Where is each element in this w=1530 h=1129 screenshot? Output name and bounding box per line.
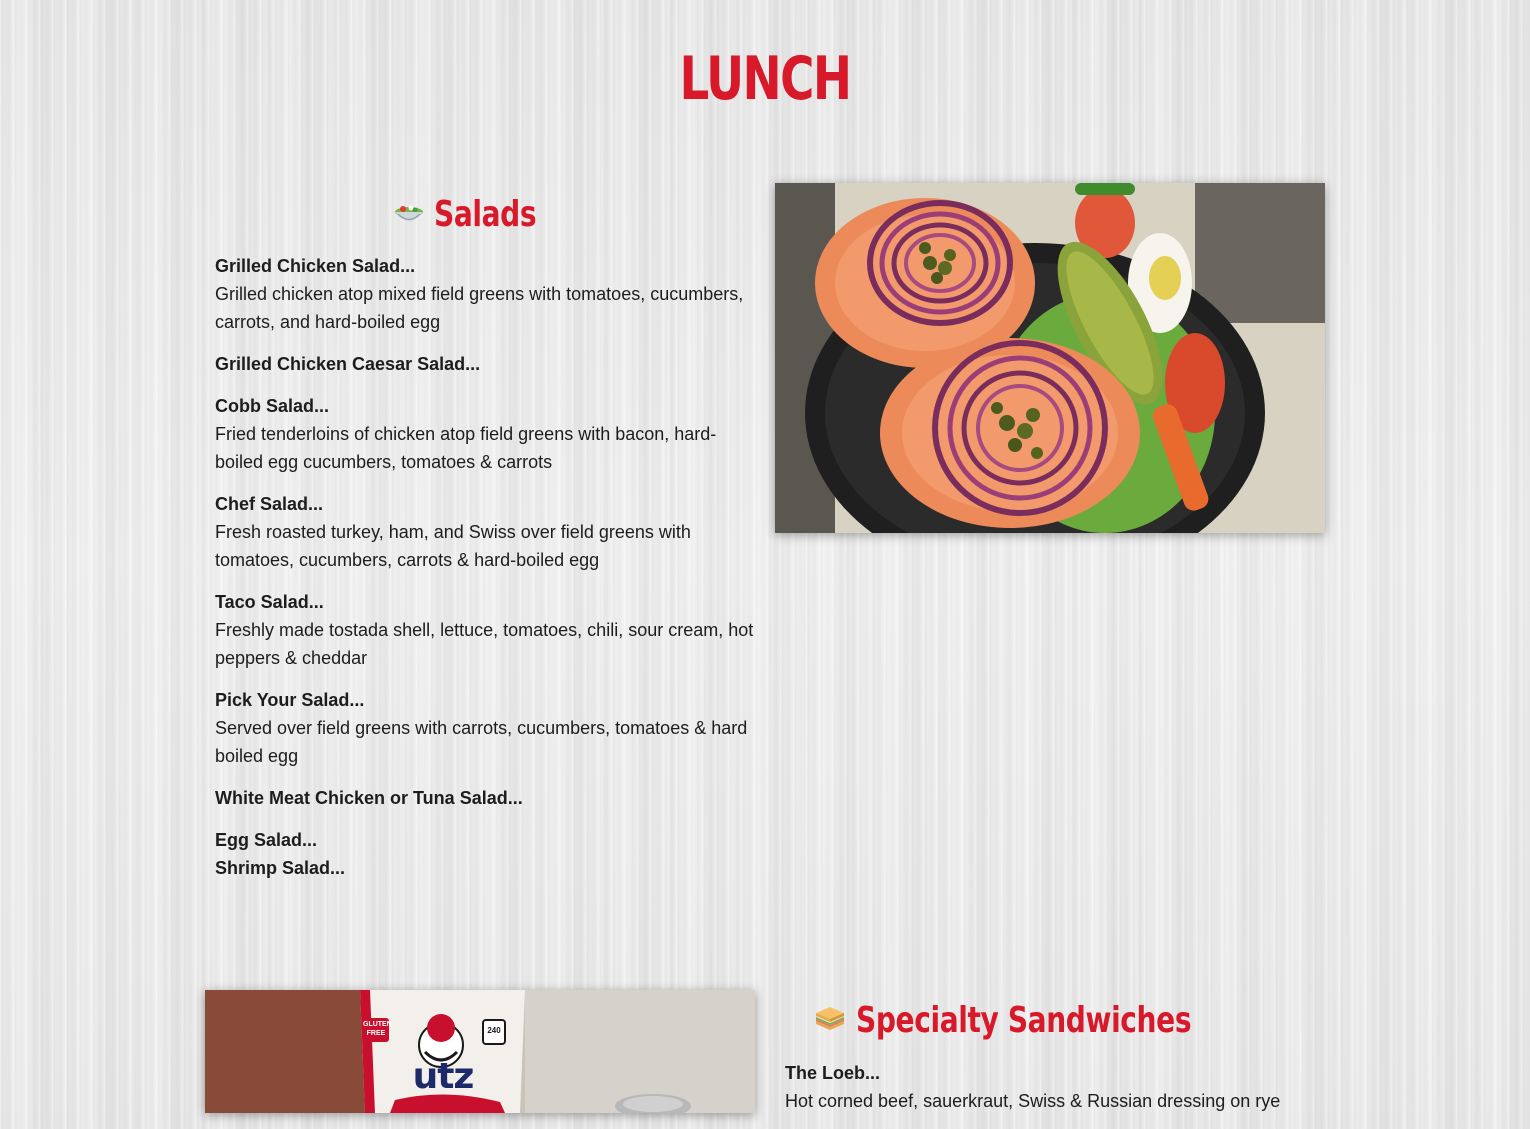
menu-item-description: Hot corned beef, sauerkraut, Swiss & Russian dressing on rye [785,1091,1281,1111]
menu-item [215,854,755,882]
salads-heading [215,192,745,236]
menu-item-name: The Loeb... [785,1063,881,1083]
menu-item [215,490,755,574]
menu-item [215,392,755,476]
utz-chips-and-soda-photo [205,990,755,1113]
specialty-sandwiches-heading [785,998,1315,1042]
menu-item [215,252,755,336]
menu-item-name: Shrimp Salad... [215,858,346,878]
menu-item-description: Freshly made tostada shell, lettuce, tomatoes, chili, sour cream, hot peppers & cheddar [215,620,754,668]
specialty-sandwiches-heading-text: Specialty Sandwiches [856,999,1192,1041]
page-title: LUNCH [679,44,851,114]
sandwich-icon [814,1005,846,1035]
smoked-salmon-bagel-platter-photo [775,183,1325,533]
menu-item-name: Taco Salad... [215,592,324,612]
menu-item [215,350,755,378]
menu-item-name: Egg Salad... [215,830,318,850]
sandwiches-menu-list [785,1059,1325,1129]
menu-item-name: White Meat Chicken or Tuna Salad... [215,788,523,808]
menu-item-name: Pick Your Salad... [215,690,365,710]
menu-item-description: Fresh roasted turkey, ham, and Swiss over field greens with tomatoes, cucumbers, carrots & hard-boiled egg [215,522,691,570]
menu-item [215,588,755,672]
chips-bag-badge: 240 [487,1026,501,1035]
chips-brand-logo: utz [412,1056,474,1097]
menu-item-name: Cobb Salad... [215,396,330,416]
salads-menu-list [215,252,755,896]
menu-item-name: Grilled Chicken Caesar Salad... [215,354,481,374]
menu-item [215,686,755,770]
menu-item [215,784,755,812]
menu-item-name: Grilled Chicken Salad... [215,256,416,276]
menu-item [785,1059,1325,1115]
chips-bag-tag: GLUTEN FREE [363,1021,392,1037]
menu-item-description: Grilled chicken atop mixed field greens with tomatoes, cucumbers, carrots, and hard-boiled egg [215,284,744,332]
menu-item [215,826,755,854]
salad-bowl-icon [394,199,424,229]
menu-item-name: Chef Salad... [215,494,324,514]
menu-item-description: Fried tenderloins of chicken atop field greens with bacon, hard-boiled egg cucumbers, tomatoes & carrots [215,424,717,472]
salads-heading-text: Salads [434,193,537,235]
menu-item-description: Served over field greens with carrots, cucumbers, tomatoes & hard boiled egg [215,718,748,766]
smoked-salmon-bagel-illustration [775,183,1325,533]
